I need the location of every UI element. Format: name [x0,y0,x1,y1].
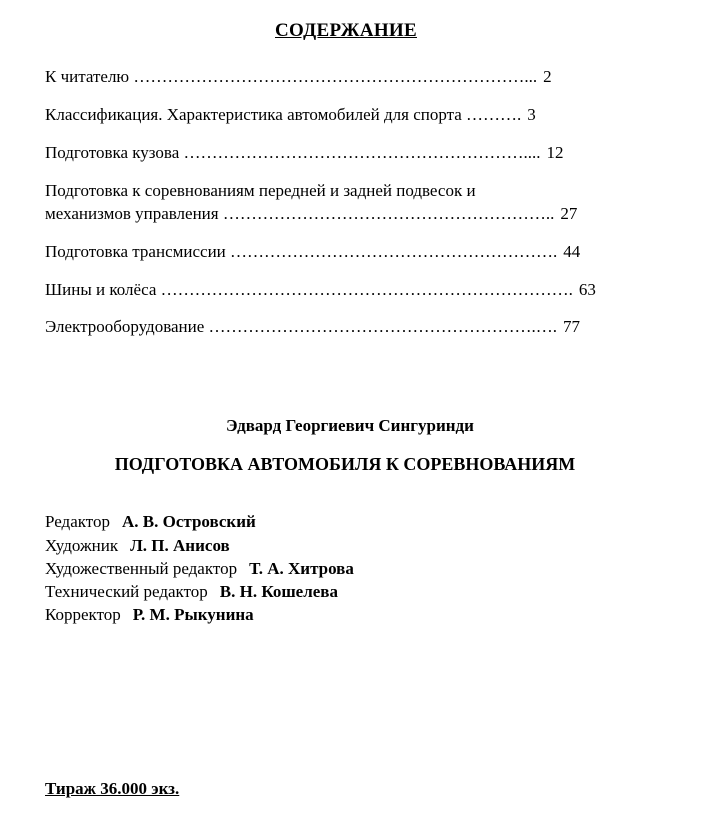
toc-entry-text: Шины и колёса ………………………………………………………………. [45,280,573,299]
credit-name: Р. М. Рыкунина [132,605,254,624]
toc-entry-text: Классификация. Характеристика автомобилей для спорта ………. [45,105,522,124]
toc-entry-text: Подготовка к соревнованиям передней и задней подвесок и [45,181,476,200]
toc-entry-body [45,143,564,163]
credit-role: Технический редактор [45,582,208,601]
toc-entry-tires [45,280,596,300]
toc-page-number: 63 [578,280,596,299]
toc-entry-text: Электрооборудование ………………………………………………….…. [45,317,558,336]
toc-entry-text: Подготовка трансмиссии …………………………………………………. [45,242,558,261]
toc-entry-text: механизмов управления ………………………………………………….. [45,204,555,223]
credit-editor [45,512,256,532]
toc-entry-electrical [45,317,580,337]
credit-technical-editor [45,582,338,602]
toc-entry-classification [45,105,536,125]
toc-entry-text: Подготовка кузова …………………………………………………….... [45,143,541,162]
credit-role: Корректор [45,605,121,624]
credit-name: Л. П. Анисов [130,536,230,555]
credit-name: А. В. Островский [122,512,256,531]
toc-page-number: 12 [546,143,564,162]
toc-entry-reader [45,67,552,87]
credit-name: Т. А. Хитрова [249,559,354,578]
toc-page-number: 2 [543,67,552,86]
contents-heading: СОДЕРЖАНИЕ [275,20,417,41]
credit-artist [45,536,230,556]
author-name: Эдвард Георгиевич Сингуринди [226,416,474,435]
print-run: Тираж 36.000 экз. [45,779,180,798]
toc-entry-suspension-line1 [45,181,476,201]
toc-entry-suspension-line2 [45,204,577,224]
credit-role: Художественный редактор [45,559,238,578]
book-title: ПОДГОТОВКА АВТОМОБИЛЯ К СОРЕВНОВАНИЯМ [114,454,576,474]
toc-entry-text: К читателю ……………………………………………………………... [45,67,538,86]
toc-page-number: 3 [527,105,536,124]
credit-proofreader [45,605,254,625]
toc-page-number: 44 [563,242,581,261]
toc-page-number: 77 [563,317,581,336]
credit-art-editor [45,559,354,579]
toc-page-number: 27 [560,204,578,223]
toc-entry-transmission [45,242,580,262]
credit-role: Художник [45,536,119,555]
credit-role: Редактор [45,512,110,531]
credit-name: В. Н. Кошелева [219,582,338,601]
